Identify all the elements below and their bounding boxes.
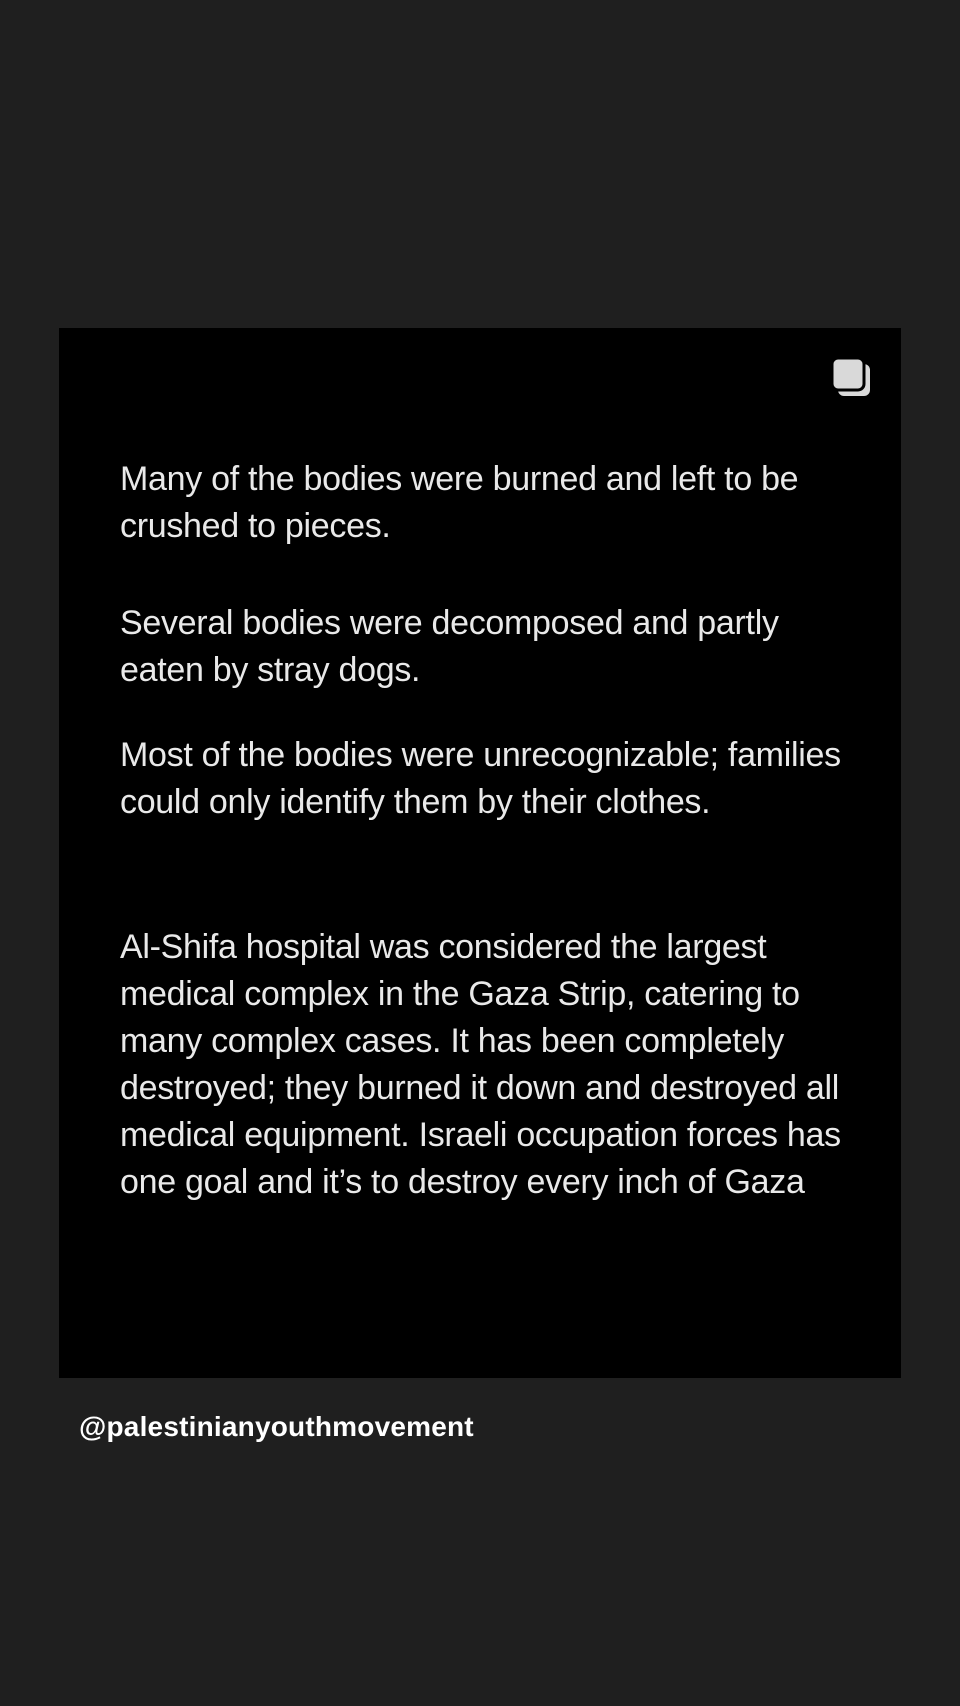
mention-sticker[interactable]: @palestinianyouthmovement bbox=[79, 1411, 474, 1442]
paragraph-4: Al-Shifa hospital was considered the largest medical complex in the Gaza Strip, catering to many complex cases. It has been completely destroyed; they burned it down and destroyed all medical equipment. Israeli occupation forces has one goal and it’s to destroy every inch of Gaza bbox=[120, 928, 841, 1201]
paragraph-3: Most of the bodies were unrecognizable; families could only identify them by their clothes. bbox=[120, 736, 841, 821]
post-card[interactable] bbox=[59, 328, 901, 1378]
paragraph-1: Many of the bodies were burned and left to be crushed to pieces. bbox=[120, 460, 799, 545]
paragraph-2: Several bodies were decomposed and partly eaten by stray dogs. bbox=[120, 604, 779, 689]
multiple-images-icon bbox=[830, 356, 872, 398]
